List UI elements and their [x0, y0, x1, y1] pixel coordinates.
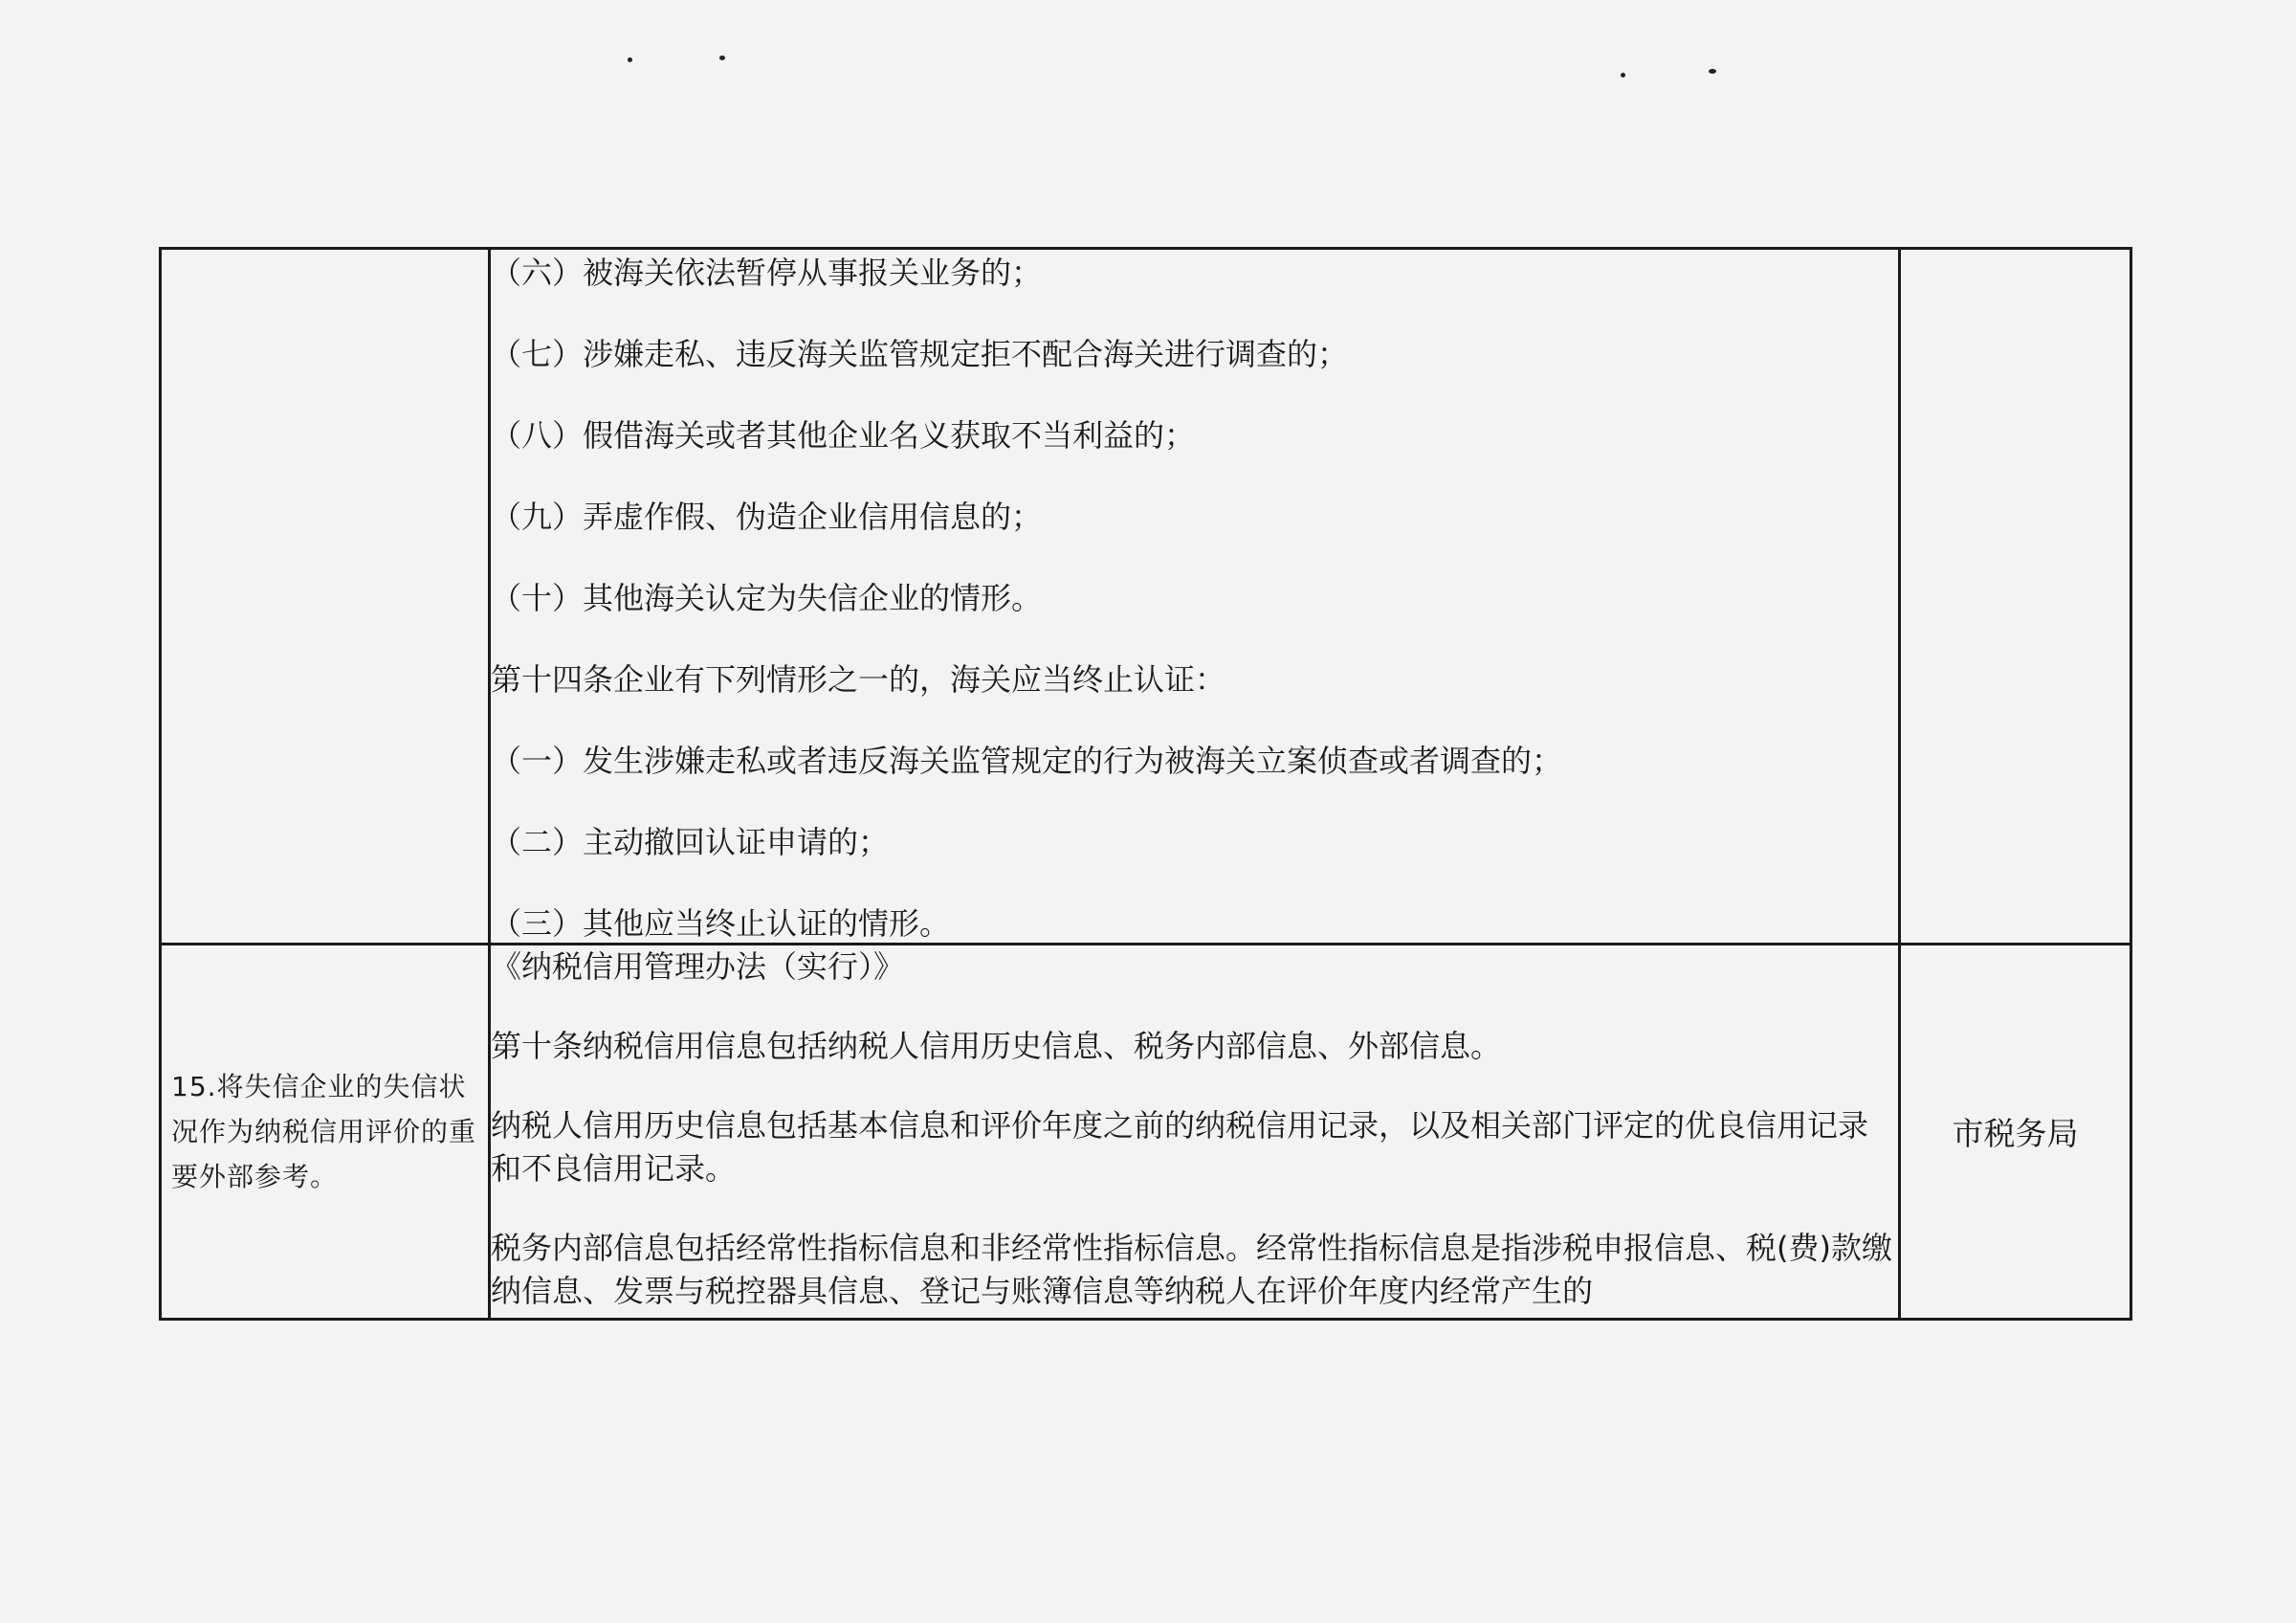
scan-speck [1621, 73, 1625, 78]
basis-paragraph: （十）其他海关认定为失信企业的情形。 [491, 580, 1043, 616]
agency-cell: 市税务局 [1900, 945, 2131, 1320]
scan-speck [1709, 69, 1716, 74]
basis-paragraph: （二）主动撤回认证申请的； [491, 824, 890, 860]
table-row [161, 249, 2131, 945]
basis-paragraph: （八）假借海关或者其他企业名义获取不当利益的； [491, 417, 1196, 454]
basis-paragraph: （九）弄虚作假、伪造企业信用信息的； [491, 499, 1043, 535]
basis-paragraph: 第十四条企业有下列情形之一的，海关应当终止认证： [491, 661, 1226, 698]
scan-speck [628, 57, 632, 62]
measure-cell: 15.将失信企业的失信状况作为纳税信用评价的重要外部参考。 [161, 945, 490, 1320]
basis-paragraph: 纳税人信用历史信息包括基本信息和评价年度之前的纳税信用记录，以及相关部门评定的优良信用记录和不良信用记录。 [491, 1107, 1869, 1187]
basis-paragraph: 第十条纳税信用信息包括纳税人信用历史信息、税务内部信息、外部信息。 [491, 1028, 1502, 1064]
agency-cell [1900, 249, 2131, 945]
basis-paragraph: （七）涉嫌走私、违反海关监管规定拒不配合海关进行调查的； [491, 336, 1349, 372]
basis-paragraph: 税务内部信息包括经常性指标信息和非经常性指标信息。经常性指标信息是指涉税申报信息、税(费)款缴纳信息、发票与税控器具信息、登记与账簿信息等纳税人在评价年度内经常产生的 [491, 1230, 1892, 1309]
measure-cell [161, 249, 490, 945]
measures-table [159, 247, 2132, 1321]
scan-speck [719, 56, 725, 60]
table-row [161, 945, 2131, 1320]
basis-cell [490, 249, 1900, 945]
basis-cell [490, 945, 1900, 1320]
basis-paragraph: （六）被海关依法暂停从事报关业务的； [491, 255, 1043, 291]
basis-paragraph: （三）其他应当终止认证的情形。 [491, 905, 951, 942]
basis-paragraph: 《纳税信用管理办法（实行）》 [491, 948, 905, 985]
basis-paragraph: （一）发生涉嫌走私或者违反海关监管规定的行为被海关立案侦查或者调查的； [491, 743, 1563, 779]
